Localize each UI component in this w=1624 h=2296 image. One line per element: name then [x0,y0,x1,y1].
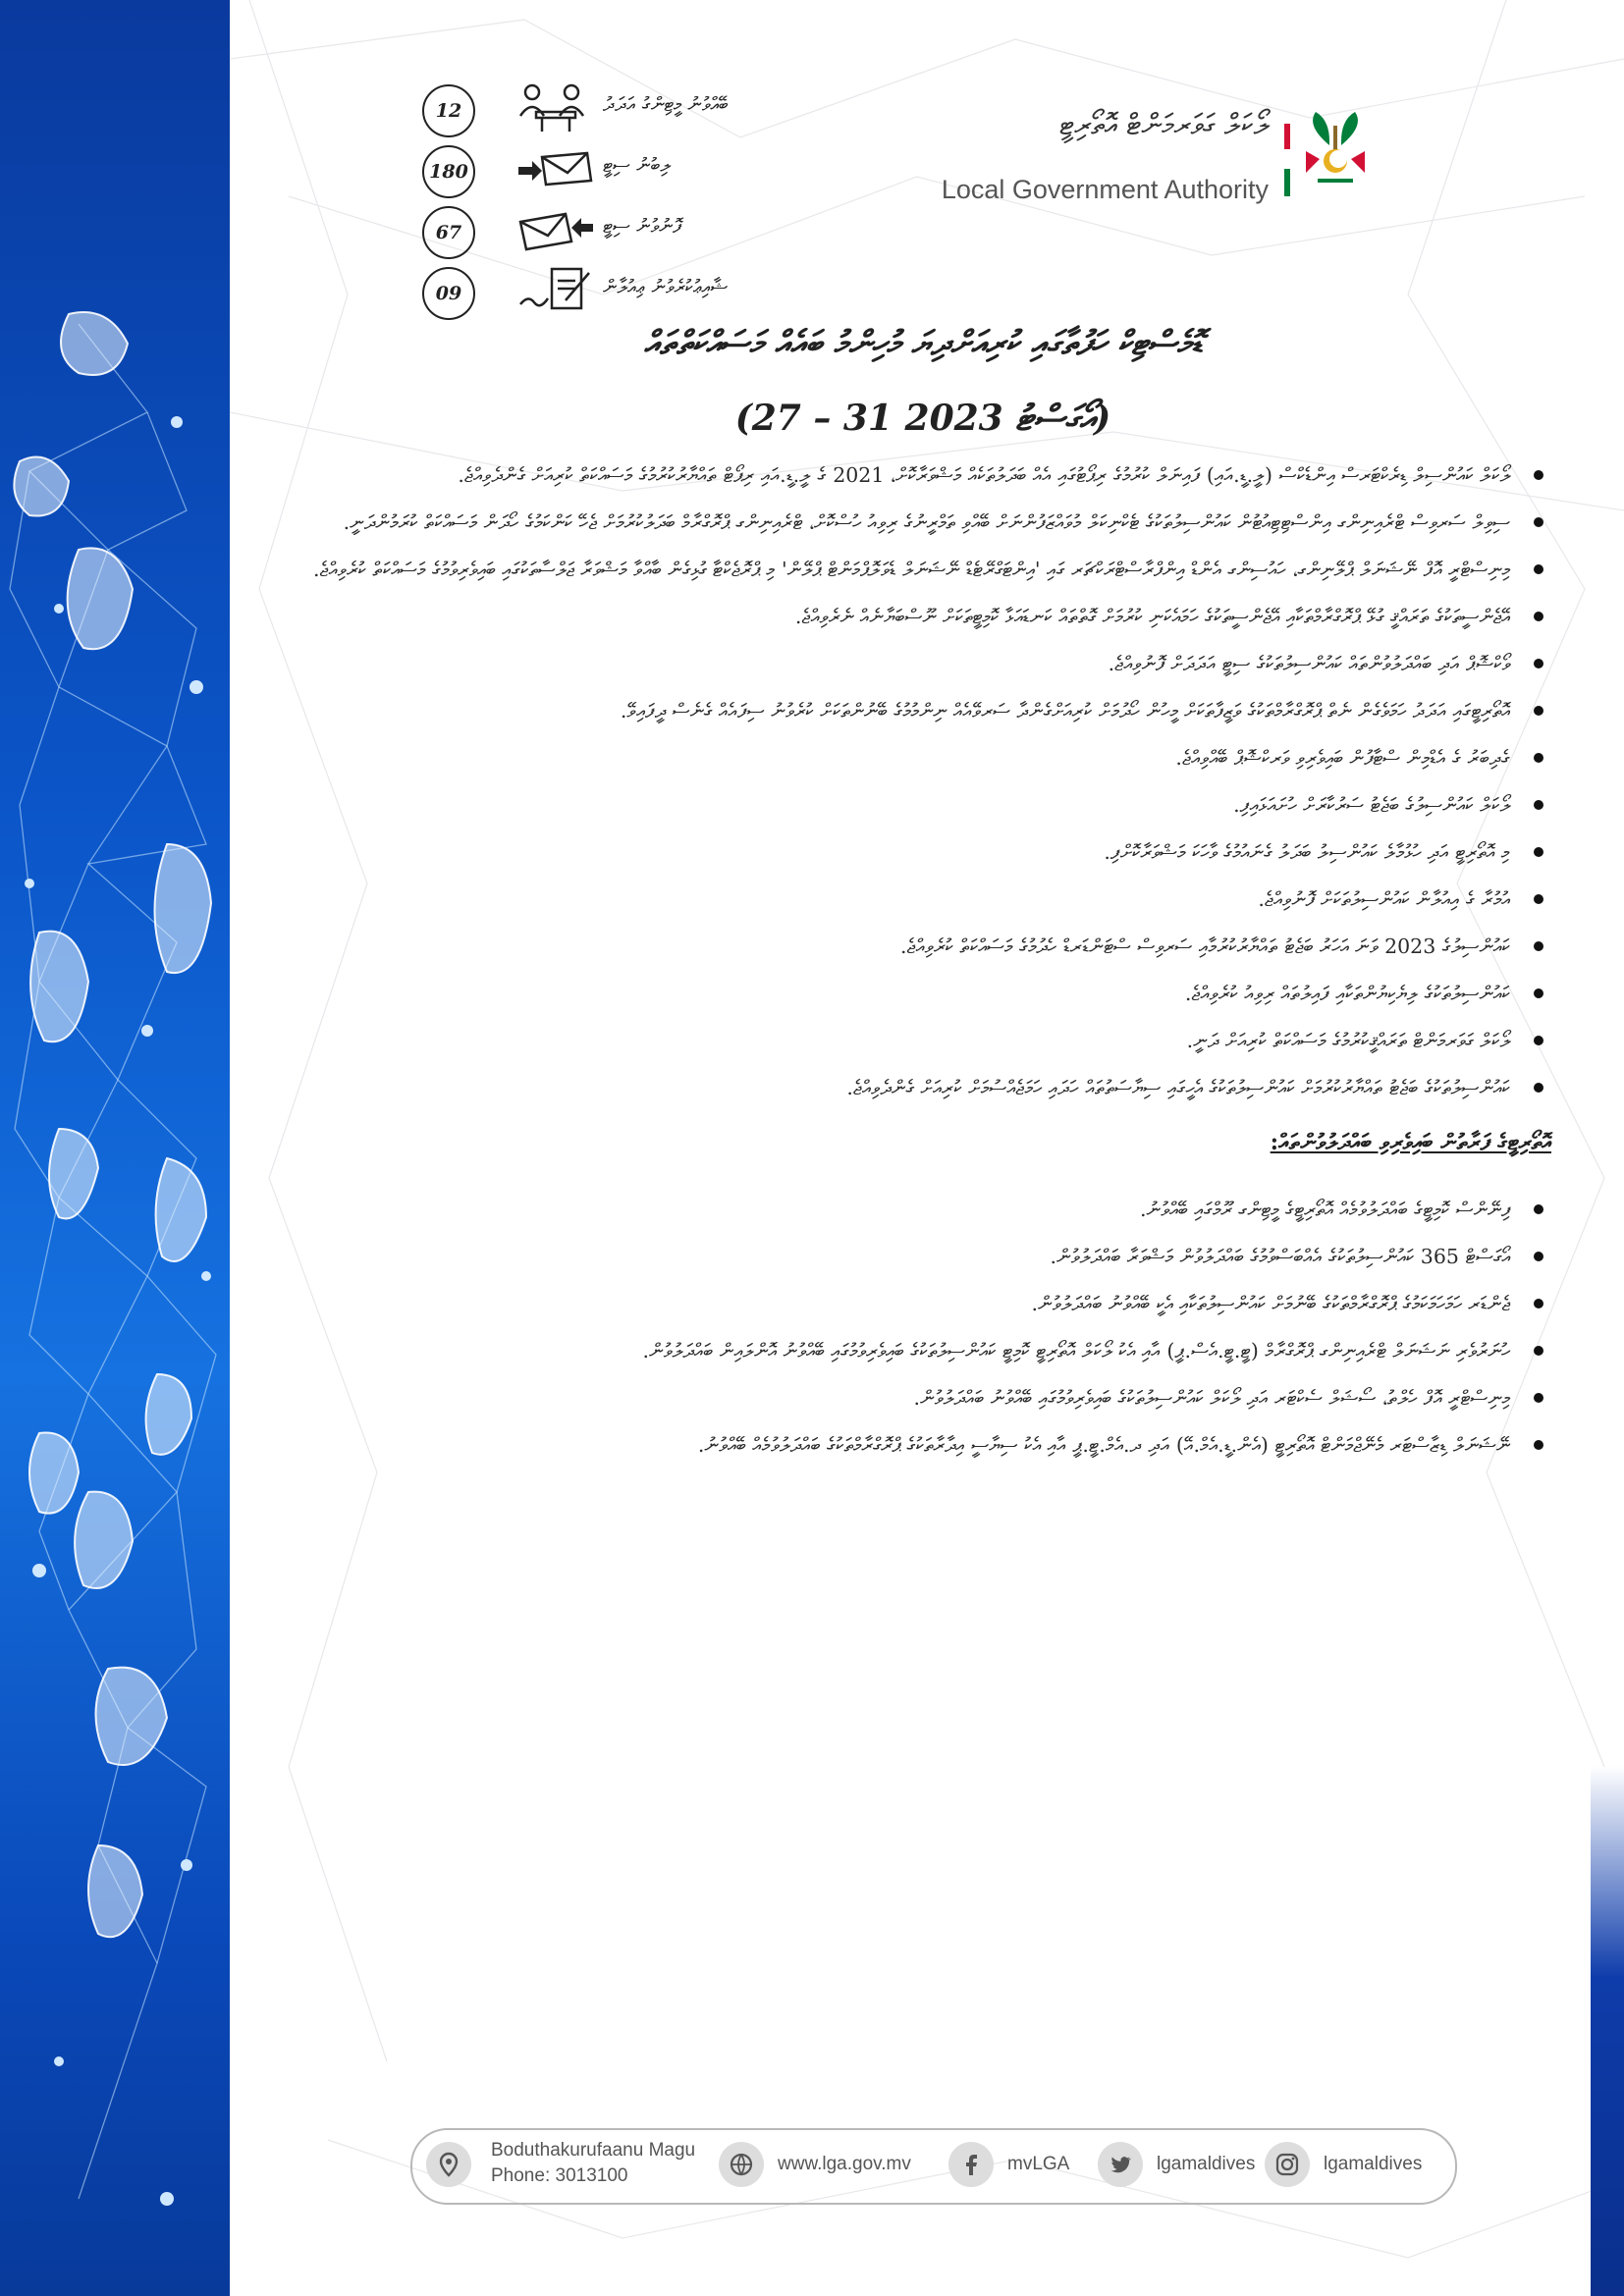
signed-document-icon [516,265,595,316]
stat-label: ފޮނުވުނު ސިޓީ [603,214,681,238]
address-street: Boduthakurufaanu Magu [491,2140,696,2161]
bullet-text: ލޯކަލް ކައުންސިލުގެ ބަޖެޓު ސަރުކާރަށް ހުށައަޅައިފި. [1233,793,1510,817]
meeting-item [304,1374,1551,1421]
bullet-dot [1534,1440,1543,1450]
stat-value: 180 [422,145,475,198]
atoll-network-graphic [0,0,230,2296]
weekly-stats-panel [422,79,815,322]
bullet-text: ކައުންސިލުގެ 2023 ވަނަ އަހަރު ބަޖެޓު ތައްޔާރުކުރުމާއި ސަރވިސް ސްޓަންޑަރޑް ހެދުމުގެ މަސައްކަތް ކުރެވިއްޖެ. [899,934,1510,958]
bullet-dot [1534,800,1543,810]
decorative-right-strip [1591,1766,1624,2296]
bullet-dot [1534,847,1543,857]
bullet-text: މިނިސްޓްރީ އޮފް ނޭޝަނަލް ޕްލޭނިންގ، ހައުސިންގ އެންޑް އިންފްރާސްޓްރަކްޗަރ ގައި 'އިންޓަގްރޭޓެޑް ނޭޝަނަލް ޑެވަލޮޕްމަންޓް ޕްލޭން' މި ޕްރޮޖެކްޓާ ގުޅިގެން ބާއްވާ މަޝްވަރާ ޖަލްސާތަކުގައި ބައިވެރިވުމުގެ މަސައްކަތް ކުރެވިއްޖެ. [312,558,1510,581]
page-title: ޑޮމެސްޓިކް ހަފުތާގައި ކުރިއަށްދިޔަ މުހިންމު ބައެއް މަސައްކަތްތައް [643,324,1203,363]
address-phone: Phone: 3013100 [491,2165,628,2186]
meeting-item [304,1327,1551,1374]
bullet-item [304,593,1551,640]
bullet-text: އުމުރާ ގެ އިއުލާން ކައުންސިލުތަކަށް ފޮނުވިއްޖެ. [1258,887,1510,911]
twitter-link[interactable]: lgamaldives [1157,2154,1256,2174]
meeting-text: ޖެންޑަރ ހަމަހަމަކަމުގެ ޕްރޮގްރާމްތަކުގެ ބޭނުމަށް ކައުންސިލުތަކާއި އެކީ ބޭއްވުނު ބައްދަލުވުން. [1031,1292,1510,1315]
globe-icon [719,2142,764,2187]
org-name-english: Local Government Authority [941,175,1269,204]
bullet-item [304,1064,1551,1111]
incoming-mail-icon [516,143,595,194]
bullet-item [304,781,1551,828]
bullet-dot [1534,1204,1543,1214]
bullet-dot [1534,470,1543,480]
bullet-dot [1534,1083,1543,1093]
stat-announcements [422,261,815,322]
bullet-dot [1534,659,1543,668]
bullet-text: ސިވިލް ސަރވިސް ޓްރެއިނިންގ އިންސްޓިޓިއުޓުން ކައުންސިލުތަކުގެ ޓެކްނިކަލް މުވައްޒަފުންނަށް ބޭއްވި ތަމްރީނުގެ ރިވިއު ހުސްކޮށް، ޓްރެއިނިންގ ޕްރޮގްރާމް ބަދަލުކުރުމަށް ޖެހޭ ކަންކަމުގެ ހޯދަން މަސައްކަތް ކުރަމުންދަނީ. [343,510,1510,534]
facebook-link[interactable]: mvLGA [1007,2154,1070,2174]
bullet-text: ގެދިބަރު ގެ އެޑްމިން ސްޓާފުން ބައިވެރިވި ވަރކްޝޮޕް ބޭއްވިއްޖެ. [1175,746,1510,770]
stat-label: ޝާއިޢުކުރެވުނު ޢިއުލާން [603,275,729,298]
maldives-emblem-icon [1276,106,1375,204]
bullet-item [304,687,1551,734]
bullet-item [304,970,1551,1017]
meeting-item [304,1421,1551,1468]
org-name-dhivehi: ލޯކަލް ގަވަރމަންޓް އޮތޯރިޓީ [1058,108,1269,142]
bullet-dot [1534,612,1543,621]
bullet-dot [1534,753,1543,763]
instagram-link[interactable]: lgamaldives [1324,2154,1423,2174]
outgoing-mail-icon [516,204,595,255]
bullet-dot [1534,1252,1543,1261]
stat-sent-letters [422,200,815,261]
meeting-icon [516,82,595,133]
bullet-text: ކައުންސިލުތަކުގެ ލިޔެކިޔުންތަކާއި ފައިލުތައް ރިވިއު ކުރެވިއްޖެ. [1184,982,1510,1005]
bullet-dot [1534,1299,1543,1308]
bullet-dot [1534,894,1543,904]
stat-value: 09 [422,267,475,320]
bullet-dot [1534,941,1543,951]
contact-footer [410,2128,1457,2205]
meeting-text: މިނިސްޓްރީ އޮފް ހެލްތު، ސޯޝަލް ސެކްޓަރ އަދި ލޯކަލް ކައުންސިލުތަކުގެ ބައިވެރިވުމުގައި ބޭއްވުނު ބައްދަލުވުން. [913,1386,1510,1410]
meeting-item [304,1186,1551,1233]
website-link[interactable]: www.lga.gov.mv [778,2154,911,2174]
instagram-icon [1265,2142,1310,2187]
stat-value: 67 [422,206,475,259]
meeting-item [304,1280,1551,1327]
stat-label: ލިބުނު ސިޓީ [603,153,672,177]
stat-received-letters [422,139,815,200]
bullet-item [304,1017,1551,1064]
bullet-item [304,828,1551,876]
bullet-dot [1534,564,1543,574]
meeting-text: ފިނޭންސް ކޮމިޓީގެ ބައްދަލުވުމެއް އޮތޯރިޓީގެ މީޓިންގ ރޫމްގައި ބޭއްވުނު. [1139,1198,1510,1221]
bullet-text: ކައުންސިލުތަކުގެ ބަޖެޓު ތައްޔާރުކުރުމަށް ކައުންސިލުތަކުގެ އެހީގައި ސިޔާސަތުތައް ހަދައި ހަމަޖެއްސުމަށް ކުރިއަށް ގެންދެވިއްޖެ. [846,1076,1510,1099]
bullet-item [304,546,1551,593]
bullet-text: އޮތޯރިޓީގައި އަދަދު ހަމަވެގެން ނެތް ޕްރޮގްރާމްތަކުގެ ވަޒީފާތަކަށް މީހުން ހޯދުމަށް ކުރިއަށްގެންދާ ސަރވޭއެއް ނިންމުމުގެ ބޭނުންތަކަށް ކުރެވުނު ސިފައެއް ގެނެސް ދީފައިވޭ. [620,699,1510,722]
facebook-icon [948,2142,994,2187]
twitter-icon [1098,2142,1143,2187]
stat-value: 12 [422,84,475,137]
meeting-text: ނޭޝަނަލް ޑިޒާސްޓަރ މެނޭޖްމަންޓް އޮތޯރިޓީ (އެން.ޑީ.އެމް.އޭ) އަދި ދ.އެމް.ޓީ.ޕީ އާއި އެކު ސިޔާސީ އިދާރާތަކުގެ ޕްރޮގްރާމްތަކުގެ ބައްދަލުވުމެއް ބޭއްވުނު. [697,1433,1510,1457]
bullet-text: މި އޮތޯރިޓީ އަދި ހުޅުމާލެ ކައުންސިލު ބަދަލު ގެނައުމުގެ ވާހަކަ މަޝްވަރާކޮށްފި. [1104,840,1510,864]
bullet-text: ވޯކްޝޮޕް އަދި ބައްދަލުވުންތައް ކައުންސިލުތަކުގެ ސިޓީ އަދަދަށް ފޮނުވިއްޖެ. [1108,652,1510,675]
bullet-text: ލޯކަލް ގަވަރމަންޓް ތަރައްޤީކުރުމުގެ މަސައްކަތް ކުރިއަށް ދަނީ. [1186,1029,1510,1052]
bullet-text: ލޯކަލް ކައުންސިލް ޑިރެކްޓަރސް އިންޑެކްސް (ލީ.ޑީ.އައި) ފައިނަލް ކުރުމުގެ ރިޕޯޓުގައި އެއް ބަދަލުތަކެއް މަޝްވަރާކޮށް، 2021 ގެ ލީ.ޑީ.އައި ރިޕޯޓް ތައްޔާރުކުރުމުގެ މަސައްކަތް ކުރިއަށް ގެންދެވިއްޖެ. [458,463,1510,487]
stat-meetings [422,79,815,139]
bullet-item [304,640,1551,687]
bullet-dot [1534,1393,1543,1403]
date-range: (27 – 31 އޯގަސްޓު 2023) [734,398,1111,439]
stat-label: ބޭއްވުނު މީޓިންގު އަދަދު [603,92,729,116]
bullet-text: އޭޖެންސީތަކުގެ ތަރައްޤީ ގުޅޭ ޕްރޮގްރާމްތަކާއި އޭޖެންސީތަކުގެ ހަމައެކަނި ކުރުމަށް ގޮތްތައް ކަނޑައަޅާ ކޮމިޓީތަކަށް ނޫސްބަޔާނެއް ނެރެވިއްޖެ. [794,605,1510,628]
bullet-item [304,734,1551,781]
bullet-item [304,923,1551,970]
bullet-item [304,499,1551,546]
bullet-item [304,876,1551,923]
bullet-dot [1534,988,1543,998]
bullet-dot [1534,517,1543,527]
decorative-map-band [0,0,230,2296]
location-pin-icon [426,2142,471,2187]
meeting-text: ހުނަރުވެރި ނަޝަނަލް ޓްރެއިނިންގ ޕްރޮގްރާމް (ޓީ.ޓީ.އެސް.ޕީ) އާއި އެކު ލޯކަލް އޮތޯރިޓީ ކޮމިޓީ ކައުންސިލުތަކުގެ ބައިވެރިވުމުގައި ބޭއްވުނު އޮންލައިން ބައްދަލުވުން. [642,1339,1510,1362]
meeting-text: އޯގަސްޓް 365 ކައުންސިލުތަކުގެ އެއްބަސްވުމުގެ ބައްދަލުވުން މަޝްވަރާ ބައްދަލުވުން. [1050,1245,1510,1268]
bullet-dot [1534,1346,1543,1356]
meetings-section-heading: އޮތޯރިޓީގެ ފަރާތުން ބައިވެރިވި ބައްދަލުވުންތައް: [1270,1129,1551,1155]
bullet-dot [1534,1036,1543,1045]
meeting-item [304,1233,1551,1280]
lga-logo [943,106,1375,214]
bullet-item [304,452,1551,499]
report-content [304,452,1551,1468]
bullet-dot [1534,706,1543,716]
